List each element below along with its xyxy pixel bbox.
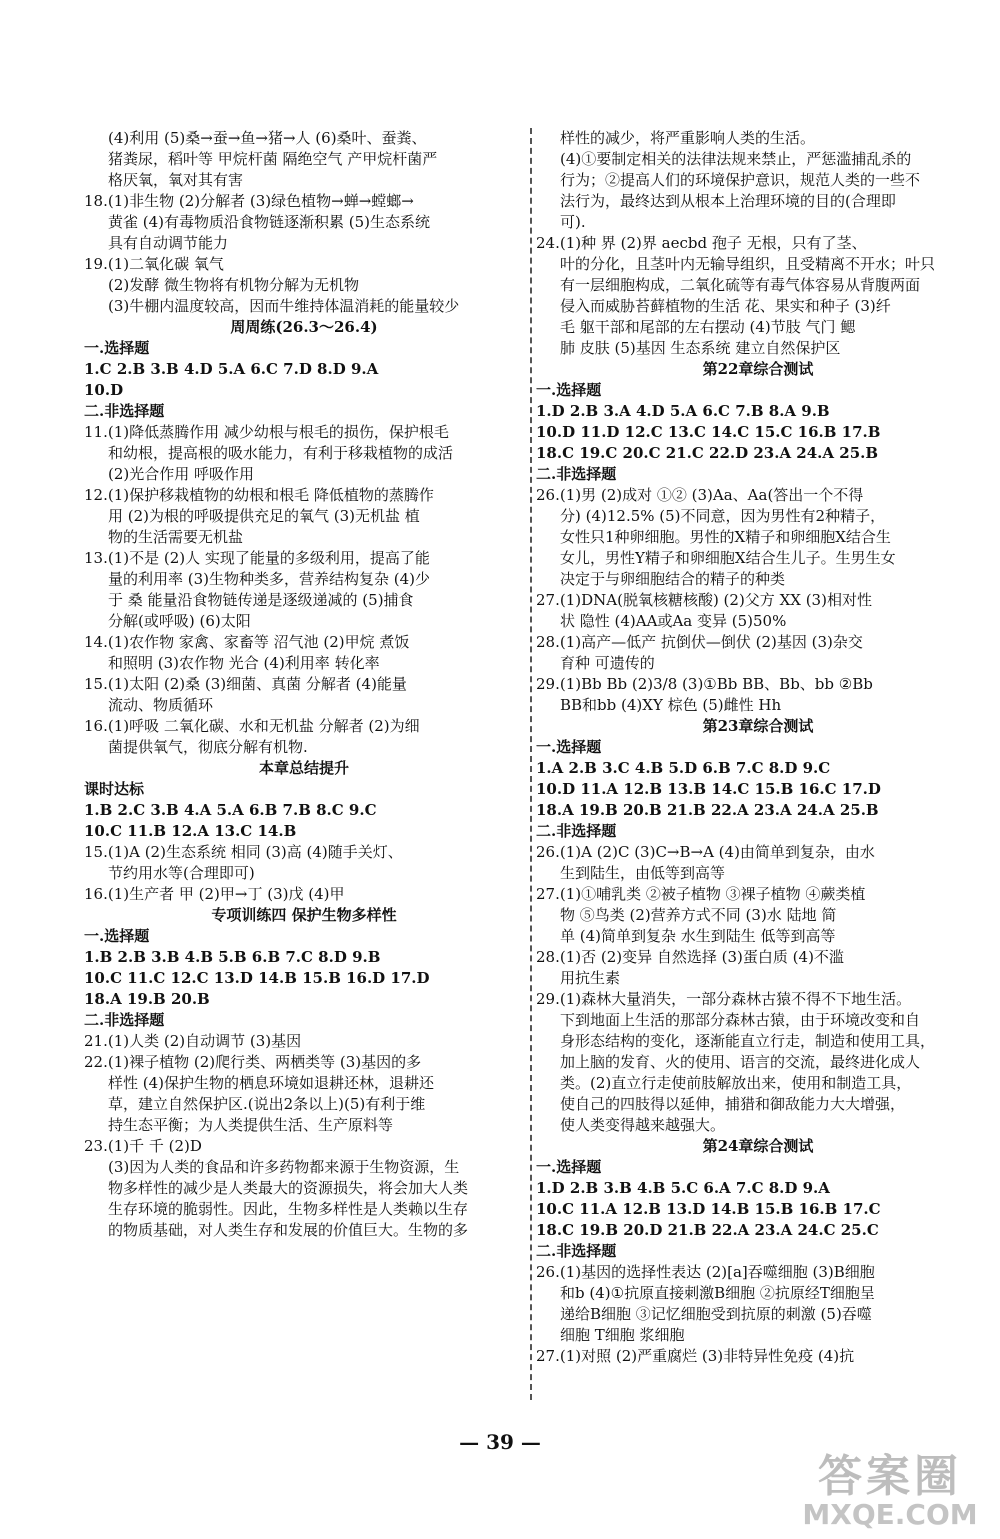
subsection-heading: 一.选择题: [536, 738, 602, 756]
answer-line: 用抗生素: [560, 969, 621, 987]
answer-line: 细胞 T细胞 浆细胞: [560, 1326, 685, 1344]
answer-line: 侵入而威胁苔藓植物的生活 花、果实和种子 (3)纤: [560, 297, 891, 315]
answer-line: (3)牛棚内温度较高，因而牛维持体温消耗的能量较少: [108, 297, 460, 315]
answer-line: (2)光合作用 呼吸作用: [108, 465, 255, 483]
answer-line: 19.(1)二氧化碳 氧气: [84, 255, 224, 273]
subsection-heading: 课时达标: [84, 780, 145, 798]
answer-line: (3)因为人类的食品和许多药物都来源于生物资源，生: [108, 1158, 460, 1176]
subsection-heading: 一.选择题: [536, 1158, 602, 1176]
answer-line: 具有自动调节能力: [108, 234, 229, 252]
answer-line: 女儿，男性Y精子和卵细胞X结合生儿子。生男生女: [560, 549, 896, 567]
answer-line: 递给B细胞 ③记忆细胞受到抗原的刺激 (5)吞噬: [560, 1305, 872, 1323]
answer-line: 11.(1)降低蒸腾作用 减少幼根与根毛的损伤，保护根毛: [84, 423, 449, 441]
answer-line: 格厌氧，氧对其有害: [108, 171, 244, 189]
watermark-logo: [790, 1440, 990, 1535]
answer-line: 18.C 19.B 20.D 21.B 22.A 23.A 24.C 25.C: [536, 1221, 879, 1239]
answer-line: 肺 皮肤 (5)基因 生态系统 建立自然保护区: [560, 339, 841, 357]
answer-line: 草，建立自然保护区.(说出2条以上)(5)有利于维: [108, 1095, 426, 1113]
answer-line: 类。(2)直立行走使前肢解放出来，使用和制造工具，: [560, 1074, 912, 1092]
answer-line: 16.(1)呼吸 二氧化碳、水和无机盐 分解者 (2)为细: [84, 717, 420, 735]
answer-line: 10.D 11.A 12.B 13.B 14.C 15.B 16.C 17.D: [536, 780, 881, 798]
left-column: [84, 128, 524, 1241]
answer-line: 1.A 2.B 3.C 4.B 5.D 6.B 7.C 8.D 9.C: [536, 759, 831, 777]
answer-line: 26.(1)基因的选择性表达 (2)[a]吞噬细胞 (3)B细胞: [536, 1263, 875, 1281]
right-column: [536, 128, 980, 1367]
answer-line: 有一层细胞构成，二氧化硫等有毒气体容易从背腹两面: [560, 276, 921, 294]
column-divider: [530, 128, 532, 1400]
answer-line: BB和bb (4)XY 棕色 (5)雌性 Hh: [560, 696, 782, 714]
answer-line: 和照明 (3)农作物 光合 (4)利用率 转化率: [108, 654, 380, 672]
answer-line: 于 桑 能量沿食物链传递是逐级递减的 (5)捕食: [108, 591, 414, 609]
answer-line: 分解(或呼吸) (6)太阳: [108, 612, 251, 630]
answer-line: 1.B 2.B 3.B 4.B 5.B 6.B 7.C 8.D 9.B: [84, 948, 381, 966]
answer-line: 27.(1)对照 (2)严重腐烂 (3)非特异性免疫 (4)抗: [536, 1347, 855, 1365]
answer-line: 行为；②提高人们的环境保护意识，规范人类的一些不: [560, 171, 921, 189]
subsection-heading: 二.非选择题: [536, 822, 617, 840]
answer-line: 流动、物质循环: [108, 696, 214, 714]
answer-line: 可).: [560, 213, 586, 231]
answer-line: 猪粪尿，稻叶等 甲烷杆菌 隔绝空气 产甲烷杆菌严: [108, 150, 438, 168]
answer-line: 10.D 11.D 12.C 13.C 14.C 15.C 16.B 17.B: [536, 423, 881, 441]
answer-line: 决定于与卵细胞结合的精子的种类: [560, 570, 786, 588]
answer-line: 27.(1)①哺乳类 ②被子植物 ③裸子植物 ④蕨类植: [536, 885, 866, 903]
answer-line: 22.(1)裸子植物 (2)爬行类、两栖类等 (3)基因的多: [84, 1053, 422, 1071]
answer-line: 13.(1)不是 (2)人 实现了能量的多级利用，提高了能: [84, 549, 430, 567]
answer-line: 物 ⑤鸟类 (2)营养方式不同 (3)水 陆地 简: [560, 906, 837, 924]
answer-line: 节约用水等(合理即可): [108, 864, 255, 882]
section-heading: 第23章综合测试: [702, 717, 814, 735]
answer-line: 10.C 11.C 12.C 13.D 14.B 15.B 16.D 17.D: [84, 969, 430, 987]
subsection-heading: 二.非选择题: [536, 465, 617, 483]
answer-line: 女性只1种卵细胞。男性的X精子和卵细胞X结合生: [560, 528, 891, 546]
answer-line: 菌提供氧气，彻底分解有机物.: [108, 738, 308, 756]
answer-line: 状 隐性 (4)AA或Aa 变异 (5)50%: [560, 612, 787, 630]
page-number: — 39 —: [459, 1430, 541, 1454]
section-heading: 周周练(26.3～26.4): [230, 318, 378, 336]
answer-line: 和b (4)①抗原直接刺激B细胞 ②抗原经T细胞呈: [560, 1284, 875, 1302]
answer-line: 23.(1)千 千 (2)D: [84, 1137, 202, 1155]
answer-line: 持生态平衡；为人类提供生活、生产原料等: [108, 1116, 394, 1134]
answer-line: 用 (2)为根的呼吸提供充足的氧气 (3)无机盐 植: [108, 507, 420, 525]
subsection-heading: 二.非选择题: [84, 1011, 165, 1029]
answer-line: 12.(1)保护移栽植物的幼根和根毛 降低植物的蒸腾作: [84, 486, 434, 504]
watermark-url: MXQE.COM: [802, 1498, 978, 1531]
answer-line: 15.(1)太阳 (2)桑 (3)细菌、真菌 分解者 (4)能量: [84, 675, 407, 693]
answer-line: 26.(1)男 (2)成对 ①② (3)Aa、Aa(答出一个不得: [536, 486, 864, 504]
answer-line: 27.(1)DNA(脱氧核糖核酸) (2)父方 XX (3)相对性: [536, 591, 872, 609]
answer-line: 18.A 19.B 20.B: [84, 990, 210, 1008]
subsection-heading: 一.选择题: [84, 927, 150, 945]
subsection-heading: 二.非选择题: [84, 402, 165, 420]
answer-line: 生存环境的脆弱性。因此，生物多样性是人类赖以生存: [108, 1200, 469, 1218]
answer-line: 法行为，最终达到从根本上治理环境的目的(合理即: [560, 192, 896, 210]
answer-line: 黄雀 (4)有毒物质沿食物链逐渐积累 (5)生态系统: [108, 213, 431, 231]
answer-line: 16.(1)生产者 甲 (2)甲→丁 (3)戊 (4)甲: [84, 885, 345, 903]
answer-line: 和幼根，提高根的吸水能力，有利于移栽植物的成活: [108, 444, 454, 462]
subsection-heading: 二.非选择题: [536, 1242, 617, 1260]
answer-line: 生到陆生，由低等到高等: [560, 864, 726, 882]
answer-line: 物多样性的减少是人类最大的资源损失，将会加大人类: [108, 1179, 469, 1197]
answer-line: (4)利用 (5)桑→蚕→鱼→猪→人 (6)桑叶、蚕粪、: [108, 129, 427, 147]
answer-line: 叶的分化，且茎叶内无输导组织，且受精离不开水；叶只: [560, 255, 936, 273]
answer-line: 身形态结构的变化，逐渐能直立行走，制造和使用工具，: [560, 1032, 936, 1050]
answer-line: 量的利用率 (3)生物种类多，营养结构复杂 (4)少: [108, 570, 431, 588]
answer-line: 21.(1)人类 (2)自动调节 (3)基因: [84, 1032, 302, 1050]
answer-line: 14.(1)农作物 家禽、家畜等 沼气池 (2)甲烷 煮饭: [84, 633, 410, 651]
answer-line: 使自己的四肢得以延伸，捕猎和御敌能力大大增强，: [560, 1095, 906, 1113]
answer-line: 加上脑的发育、火的使用、语言的交流，最终进化成人: [560, 1053, 921, 1071]
answer-line: 育种 可遗传的: [560, 654, 655, 672]
section-heading: 第24章综合测试: [702, 1137, 814, 1155]
answer-line: 单 (4)简单到复杂 水生到陆生 低等到高等: [560, 927, 836, 945]
answer-line: 15.(1)A (2)生态系统 相同 (3)高 (4)随手关灯、: [84, 843, 403, 861]
answer-line: 1.D 2.B 3.A 4.D 5.A 6.C 7.B 8.A 9.B: [536, 402, 830, 420]
answer-line: 使人类变得越来越强大。: [560, 1116, 726, 1134]
answer-line: 10.C 11.A 12.B 13.D 14.B 15.B 16.B 17.C: [536, 1200, 881, 1218]
answer-line: 1.D 2.B 3.B 4.B 5.C 6.A 7.C 8.D 9.A: [536, 1179, 830, 1197]
answer-line: 样性的减少，将严重影响人类的生活。: [560, 129, 816, 147]
answer-line: (4)①要制定相关的法律法规来禁止，严惩滥捕乱杀的: [560, 150, 912, 168]
answer-line: 26.(1)A (2)C (3)C→B→A (4)由简单到复杂，由水: [536, 843, 875, 861]
answer-line: 29.(1)Bb Bb (2)3/8 (3)①Bb BB、Bb、bb ②Bb: [536, 675, 873, 693]
answer-line: 24.(1)种 界 (2)界 aecbd 孢子 无根，只有了茎、: [536, 234, 867, 252]
answer-line: 下到地面上生活的那部分森林古猿，由于环境改变和自: [560, 1011, 921, 1029]
answer-line: 分) (4)12.5% (5)不同意，因为男性有2种精子，: [560, 507, 886, 525]
answer-line: 毛 躯干部和尾部的左右摆动 (4)节肢 气门 鳃: [560, 318, 856, 336]
answer-line: 18.(1)非生物 (2)分解者 (3)绿色植物→蝉→螳螂→: [84, 192, 414, 210]
answer-line: 18.C 19.C 20.C 21.C 22.D 23.A 24.A 25.B: [536, 444, 879, 462]
answer-line: 的物质基础，对人类生存和发展的价值巨大。生物的多: [108, 1221, 469, 1239]
answer-line: (2)发酵 微生物将有机物分解为无机物: [108, 276, 360, 294]
answer-line: 物的生活需要无机盐: [108, 528, 244, 546]
answer-line: 28.(1)高产—低产 抗倒伏—倒伏 (2)基因 (3)杂交: [536, 633, 863, 651]
answer-line: 1.C 2.B 3.B 4.D 5.A 6.C 7.D 8.D 9.A: [84, 360, 379, 378]
answer-line: 样性 (4)保护生物的栖息环境如退耕还林，退耕还: [108, 1074, 435, 1092]
answer-line: 10.D: [84, 381, 124, 399]
section-heading: 第22章综合测试: [702, 360, 814, 378]
answer-line: 18.A 19.B 20.B 21.B 22.A 23.A 24.A 25.B: [536, 801, 879, 819]
section-heading: 本章总结提升: [258, 759, 349, 777]
subsection-heading: 一.选择题: [84, 339, 150, 357]
answer-line: 28.(1)否 (2)变异 自然选择 (3)蛋白质 (4)不滥: [536, 948, 844, 966]
subsection-heading: 一.选择题: [536, 381, 602, 399]
answer-line: 1.B 2.C 3.B 4.A 5.A 6.B 7.B 8.C 9.C: [84, 801, 377, 819]
answer-line: 10.C 11.B 12.A 13.C 14.B: [84, 822, 297, 840]
watermark-title: 答案圈: [818, 1451, 962, 1502]
section-heading: 专项训练四 保护生物多样性: [211, 906, 397, 924]
answer-line: 29.(1)森林大量消失，一部分森林古猿不得不下地生活。: [536, 990, 912, 1008]
